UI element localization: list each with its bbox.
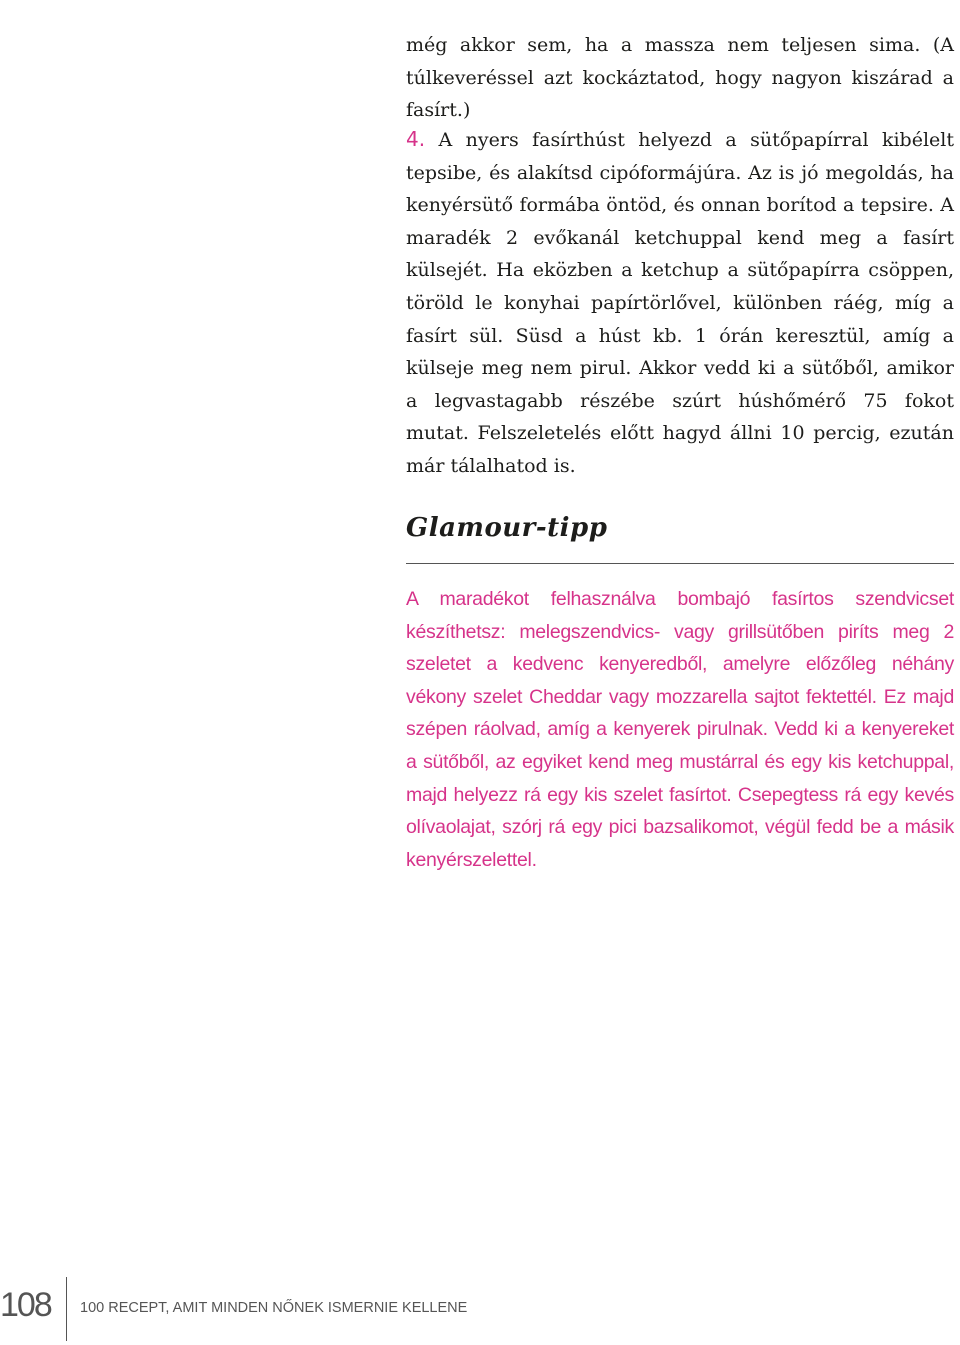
step-number: 4. bbox=[406, 127, 426, 151]
tip-title: Glamour-tipp bbox=[406, 513, 608, 543]
step-4-paragraph bbox=[406, 123, 954, 483]
intro-paragraph: még akkor sem, ha a massza nem teljesen sima. (A túlkeveréssel azt kockáztatod, hogy nagyon kiszárad a fasírt.) bbox=[406, 34, 954, 122]
footer-divider bbox=[66, 1277, 67, 1341]
book-title: 100 RECEPT, AMIT MINDEN NŐNEK ISMERNIE KELLENE bbox=[80, 1300, 468, 1316]
step-text: A nyers fasírthúst helyezd a sütőpapírral kibélelt tepsibe, és alakítsd cipóformájúra. Az is jó megoldás, ha kenyérsütő formába öntöd, és onnan borítod a tepsire. A maradék 2 evőkanál ketchuppal kend meg a fasírt külsejét. Ha eközben a ketchup a sütőpapírra csöppen, töröld le konyhai papírtörlővel, különben ráég, míg a fasírt sül. Süsd a húst kb. 1 órán keresztül, amíg a külseje meg nem pirul. Akkor vedd ki a sütőből, amikor a legvastagabb részébe szúrt húshőmérő 75 fokot mutat. Felszeletelés előtt hagyd állni 10 percig, ezután már tálalhatod is. bbox=[406, 129, 954, 477]
tip-paragraph: A maradékot felhasználva bombajó fasírtos szendvicset készíthetsz: melegszendvics- vagy grillsütőben piríts meg 2 szeletet a kedvenc kenyeredből, amelyre előzőleg néhány vékony szelet Cheddar vagy mozzarella sajtot fektettél. Ez majd szépen ráolvad, amíg a kenyerek pirulnak. Vedd ki a kenyereket a sütőből, az egyiket kend meg mustárral és egy kis ketchuppal, majd helyezz rá egy kis szelet fasírtot. Csepegtess rá egy kevés olívaolajat, szórj rá egy pici bazsalikomot, végül fedd be a másik kenyérszelettel. bbox=[406, 588, 954, 871]
tip-divider bbox=[406, 563, 954, 564]
page-number: 108 bbox=[0, 1286, 51, 1324]
